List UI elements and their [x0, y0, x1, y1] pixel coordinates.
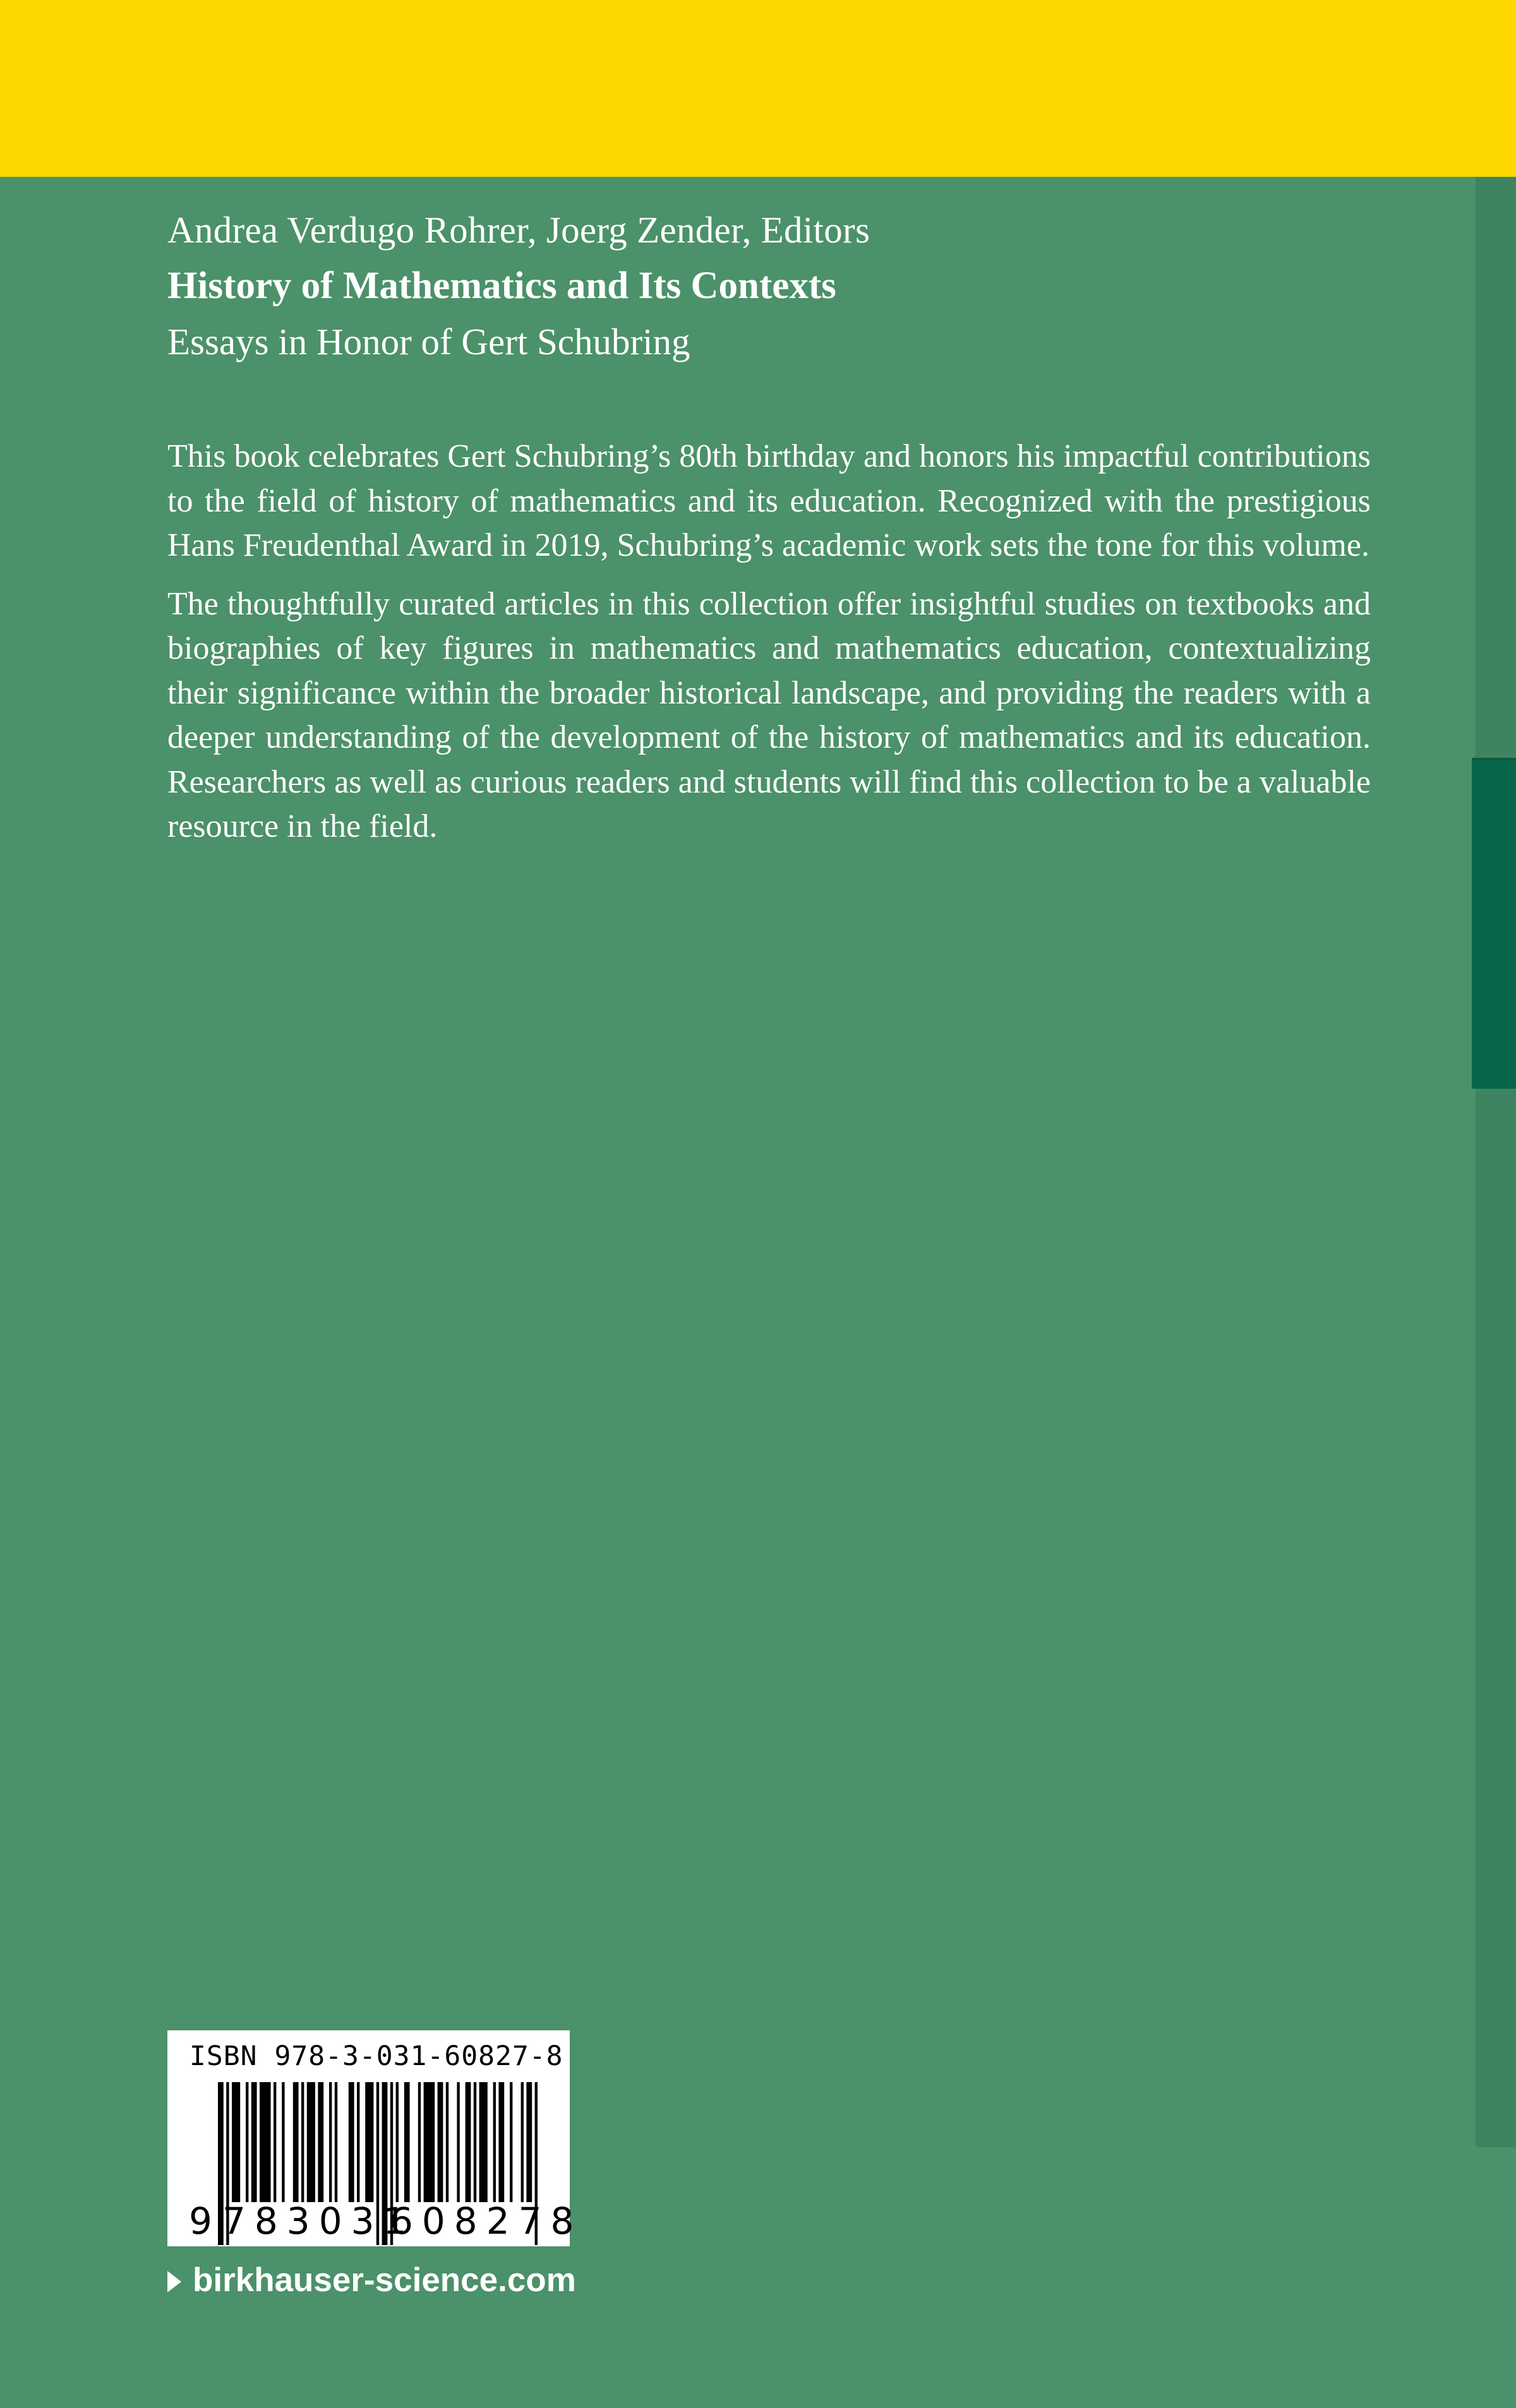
- barcode-bar: [526, 2082, 532, 2202]
- blurb-paragraph-1: This book celebrates Gert Schubring’s 80th birthday and honors his impactful contributions to the field of history of mathematics and its education. Recognized with the prestigious Hans Freudenthal Award in 2019, Schubring’s academic work sets the tone for this volume.: [167, 438, 1371, 563]
- barcode-bar: [365, 2082, 373, 2202]
- book-title: History of Mathematics and Its Contexts: [167, 265, 836, 307]
- barcode-digits-left: 783031: [222, 2200, 416, 2243]
- book-subtitle: Essays in Honor of Gert Schubring: [167, 321, 690, 362]
- barcode-bar: [457, 2082, 459, 2202]
- barcode-bar: [479, 2082, 488, 2202]
- barcode-bar: [349, 2082, 354, 2202]
- barcode-bar: [418, 2082, 421, 2202]
- barcode-bar: [357, 2082, 359, 2202]
- barcode-bar: [498, 2082, 504, 2202]
- barcode-bar: [274, 2082, 276, 2202]
- barcode-bar: [446, 2082, 448, 2202]
- barcode-bar: [521, 2082, 524, 2202]
- barcode-bar: [424, 2082, 435, 2202]
- barcode-bar: [510, 2082, 512, 2202]
- arrow-right-icon: [167, 2271, 181, 2292]
- yellow-header-band: [0, 0, 1516, 177]
- barcode-bar: [404, 2082, 410, 2202]
- barcode-bar: [318, 2082, 323, 2202]
- spine-dark-band: [1472, 758, 1516, 1089]
- barcode-bar: [396, 2082, 399, 2202]
- isbn-label: ISBN 978-3-031-60827-8: [190, 2040, 563, 2072]
- barcode-bar: [329, 2082, 332, 2202]
- publisher-website-link[interactable]: [167, 2261, 576, 2299]
- barcode-bar: [246, 2082, 248, 2202]
- blurb-paragraph-2: The thoughtfully curated articles in this collection offer insightful studies on textbooks and biographies of key figures in mathematics and mathematics education, contextualizing their significance within the broader historical landscape, and providing the readers with a deeper understanding of the development of the history of mathematics and its education. Researchers as well as curious readers and students will find this collection to be a valuable resource in the field.: [167, 585, 1371, 844]
- barcode-bar: [251, 2082, 257, 2202]
- barcode-bar: [466, 2082, 471, 2202]
- back-cover-text: [167, 201, 1371, 863]
- isbn-barcode: [167, 2030, 583, 2246]
- blurb: [167, 434, 1371, 849]
- barcode-bar: [293, 2082, 299, 2202]
- barcode-bar: [438, 2082, 443, 2202]
- barcode-bar: [307, 2082, 315, 2202]
- barcode-bar: [301, 2082, 304, 2202]
- editors-line: Andrea Verdugo Rohrer, Joerg Zender, Editors: [167, 209, 870, 251]
- barcode-bar: [260, 2082, 271, 2202]
- barcode-digit-first: 9: [189, 2200, 212, 2243]
- barcode-bar: [232, 2082, 240, 2202]
- barcode-bar: [493, 2082, 496, 2202]
- barcode-bar: [282, 2082, 284, 2202]
- barcode-digits-right: 608278: [390, 2200, 583, 2243]
- barcode-bar: [474, 2082, 476, 2202]
- website-text: birkhauser-science.com: [193, 2261, 576, 2299]
- spine-edge: [1476, 177, 1516, 2147]
- barcode-bar: [335, 2082, 337, 2202]
